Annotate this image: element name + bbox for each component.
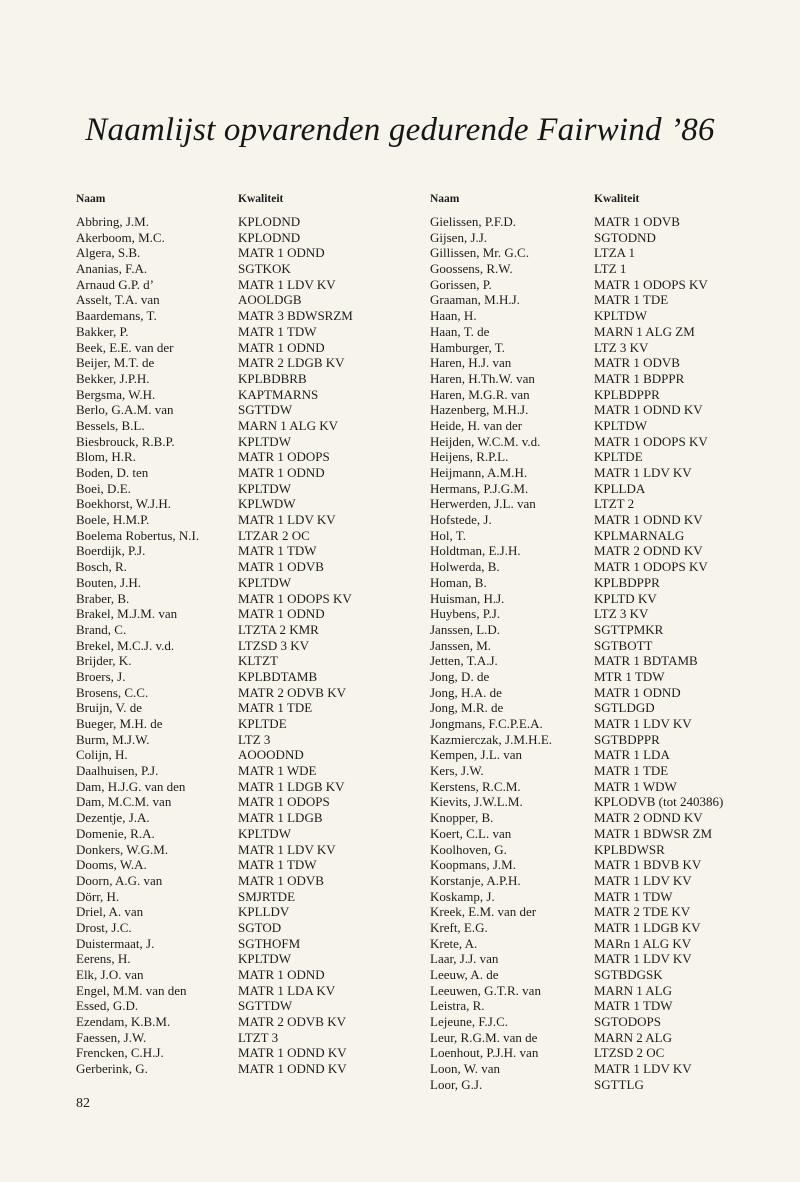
- page-title: Naamlijst opvarenden gedurende Fairwind ’86: [85, 112, 715, 148]
- qualification-entry: MATR 1 ODND KV: [238, 1061, 347, 1077]
- name-entry: Elk, J.O. van: [76, 967, 144, 982]
- name-entry: Gielissen, P.F.D.: [430, 214, 516, 229]
- qualification-entry: MARN 1 ALG KV: [238, 417, 339, 433]
- name-entry: Gillissen, Mr. G.C.: [430, 245, 529, 261]
- qualification-entry: MATR 1 ODOPS KV: [594, 559, 708, 575]
- name-entry: Hofstede, J.: [430, 512, 492, 528]
- name-entry: Gerberink, G.: [76, 1061, 148, 1077]
- name-entry: Arnaud G.P. d’: [76, 276, 154, 292]
- name-entry: Jongmans, F.C.P.E.A.: [430, 716, 543, 731]
- name-entry: Asselt, T.A. van: [76, 292, 160, 308]
- name-list: [430, 214, 552, 1093]
- name-entry: Blom, H.R.: [76, 449, 136, 465]
- name-entry: Holdtman, E.J.H.: [430, 543, 521, 559]
- name-entry: Bueger, M.H. de: [76, 716, 163, 731]
- name-entry: Beek, E.E. van der: [76, 339, 174, 355]
- name-entry: Jetten, T.A.J.: [430, 653, 498, 669]
- name-entry: Duistermaat, J.: [76, 935, 155, 951]
- qualification-entry: KPLTDW: [594, 417, 647, 433]
- name-entry: Heijden, W.C.M. v.d.: [430, 433, 541, 449]
- name-entry: Ezendam, K.B.M.: [76, 1014, 171, 1030]
- qualification-list: [594, 214, 723, 1093]
- qualification-entry: MATR 1 LDV KV: [238, 276, 336, 292]
- name-entry: Leeuwen, G.T.R. van: [430, 982, 541, 998]
- qualification-entry: SGTHOFM: [238, 935, 301, 951]
- qualification-entry: MATR 1 BDVB KV: [594, 857, 702, 873]
- naam-header: Naam: [76, 193, 106, 205]
- qualification-entry: MARN 2 ALG: [594, 1029, 673, 1045]
- name-entry: Dörr, H.: [76, 888, 120, 904]
- name-entry: Koert, C.L. van: [430, 825, 512, 841]
- name-entry: Kreft, E.G.: [430, 919, 488, 935]
- qualification-entry: LTZ 1: [594, 261, 627, 277]
- qualification-entry: MATR 1 LDA KV: [238, 982, 336, 998]
- name-entry: Eerens, H.: [76, 951, 131, 967]
- qualification-entry: MATR 1 ODOPS KV: [594, 433, 708, 449]
- qualification-entry: MATR 1 ODND: [238, 967, 325, 982]
- qualification-entry: MATR 1 ODOPS KV: [594, 276, 708, 292]
- name-entry: Herwerden, J.L. van: [430, 496, 536, 512]
- name-entry: Loon, W. van: [430, 1061, 501, 1077]
- qualification-entry: MATR 1 LDV KV: [594, 951, 692, 967]
- qualification-entry: SGTBDGSK: [594, 967, 663, 982]
- name-entry: Boelema Robertus, N.I.: [76, 527, 200, 543]
- name-entry: Loenhout, P.J.H. van: [430, 1045, 539, 1061]
- name-entry: Koolhoven, G.: [430, 841, 507, 857]
- name-entry: Daalhuisen, P.J.: [76, 763, 159, 779]
- qualification-entry: MATR 1 LDGB: [238, 810, 323, 826]
- name-entry: Gijsen, J.J.: [430, 229, 488, 245]
- qualification-entry: KAPTMARNS: [238, 386, 319, 402]
- qualification-entry: KPLBDPPR: [594, 574, 660, 590]
- name-entry: Bouten, J.H.: [76, 574, 141, 590]
- qualification-entry: MATR 1 LDGB KV: [238, 778, 345, 794]
- qualification-entry: MATR 1 ODOPS: [238, 449, 330, 465]
- name-entry: Boerdijk, P.J.: [76, 543, 146, 559]
- qualification-entry: MATR 1 ODOPS KV: [238, 590, 352, 606]
- name-entry: Hol, T.: [430, 527, 466, 543]
- qualification-entry: MATR 1 LDV KV: [238, 512, 336, 528]
- qualification-entry: SGTTDW: [238, 998, 293, 1014]
- qualification-entry: MATR 1 ODVB: [594, 214, 680, 229]
- qualification-entry: LTZ 3: [238, 731, 271, 747]
- qualification-entry: MATR 2 ODND KV: [594, 810, 703, 826]
- qualification-entry: MATR 1 ODND: [238, 465, 325, 480]
- name-entry: Drost, J.C.: [76, 919, 132, 935]
- name-entry: Gorissen, P.: [430, 276, 492, 292]
- page-number: 82: [76, 1096, 90, 1111]
- qualification-entry: MATR 2 ODND KV: [594, 543, 703, 559]
- name-entry: Leistra, R.: [430, 998, 485, 1014]
- qualification-entry: MATR 1 TDE: [238, 700, 313, 716]
- name-entry: Beijer, M.T. de: [76, 355, 155, 371]
- qualification-entry: LTZAR 2 OC: [238, 527, 310, 543]
- qualification-entry: AOOLDGB: [238, 292, 302, 308]
- qualification-entry: LTZ 3 KV: [594, 339, 649, 355]
- qualification-entry: KPLTD KV: [594, 590, 657, 606]
- qualification-entry: LTZ 3 KV: [594, 606, 649, 622]
- name-entry: Krete, A.: [430, 935, 478, 951]
- qualification-entry: MATR 2 ODVB KV: [238, 684, 346, 700]
- qualification-entry: MATR 1 ODVB: [238, 872, 324, 888]
- qualification-entry: MTR 1 TDW: [594, 668, 665, 684]
- qualification-entry: MATR 1 TDE: [594, 292, 669, 308]
- qualification-entry: MATR 1 ODND: [238, 245, 325, 261]
- name-entry: Hamburger, T.: [430, 339, 505, 355]
- name-entry: Dooms, W.A.: [76, 857, 147, 873]
- name-entry: Janssen, M.: [430, 637, 492, 653]
- left-names-column: [76, 192, 199, 1077]
- qualification-entry: SGTTLG: [594, 1076, 644, 1092]
- qualification-entry: MATR 1 ODND: [594, 684, 681, 700]
- qualification-entry: MATR 1 WDW: [594, 778, 677, 794]
- name-entry: Abbring, J.M.: [76, 214, 149, 229]
- name-entry: Heide, H. van der: [430, 417, 523, 433]
- qualification-entry: MARN 1 ALG ZM: [594, 323, 695, 339]
- name-entry: Baardemans, T.: [76, 308, 157, 324]
- qualification-entry: SGTODND: [594, 229, 656, 245]
- qualification-entry: MATR 1 BDTAMB: [594, 653, 698, 669]
- qualification-entry: MATR 1 ODND: [238, 339, 325, 355]
- qualification-entry: KPLTDW: [238, 825, 291, 841]
- name-entry: Kempen, J.L. van: [430, 747, 523, 763]
- name-entry: Laar, J.J. van: [430, 951, 499, 967]
- qualification-entry: KPLTDW: [238, 433, 291, 449]
- name-entry: Biesbrouck, R.B.P.: [76, 433, 175, 449]
- name-entry: Bruijn, V. de: [76, 700, 142, 716]
- name-entry: Doorn, A.G. van: [76, 872, 163, 888]
- qualification-entry: MATR 1 TDE: [594, 763, 669, 779]
- name-entry: Haan, H.: [430, 308, 477, 324]
- name-entry: Dam, H.J.G. van den: [76, 778, 186, 794]
- qualification-entry: SGTOD: [238, 919, 282, 935]
- name-entry: Dam, M.C.M. van: [76, 794, 172, 810]
- qualification-entry: MATR 2 ODVB KV: [238, 1014, 346, 1030]
- name-entry: Heijmann, A.M.H.: [430, 465, 528, 480]
- name-entry: Brand, C.: [76, 621, 127, 637]
- name-entry: Kazmierczak, J.M.H.E.: [430, 731, 553, 747]
- name-entry: Berlo, G.A.M. van: [76, 402, 174, 418]
- name-entry: Huybens, P.J.: [430, 606, 501, 622]
- name-entry: Leeuw, A. de: [430, 967, 499, 982]
- qualification-entry: MATR 1 ODND KV: [594, 512, 703, 528]
- qualification-entry: LTZSD 3 KV: [238, 637, 310, 653]
- qualification-entry: MATR 1 TDW: [594, 998, 673, 1014]
- name-entry: Goossens, R.W.: [430, 261, 513, 277]
- name-entry: Boden, D. ten: [76, 465, 149, 480]
- name-entry: Bergsma, W.H.: [76, 386, 156, 402]
- naam-header: Naam: [430, 193, 460, 205]
- qualification-entry: MATR 1 ODND KV: [594, 402, 703, 418]
- name-entry: Kerstens, R.C.M.: [430, 778, 521, 794]
- qualification-entry: MATR 1 LDV KV: [594, 1061, 692, 1077]
- qualification-entry: MATR 1 LDV KV: [594, 465, 692, 480]
- qualification-entry: KPLTDW: [238, 574, 291, 590]
- name-entry: Haren, H.J. van: [430, 355, 512, 371]
- name-entry: Kers, J.W.: [430, 763, 484, 779]
- name-entry: Driel, A. van: [76, 904, 144, 920]
- qualification-entry: KPLODND: [238, 229, 301, 245]
- qualification-entry: SGTODOPS: [594, 1014, 661, 1030]
- qualification-entry: KPLBDBRB: [238, 370, 307, 386]
- name-entry: Dezentje, J.A.: [76, 810, 150, 826]
- qualification-entry: MATR 1 ODND KV: [238, 1045, 347, 1061]
- name-entry: Boekhorst, W.J.H.: [76, 496, 171, 512]
- qualification-entry: KPLTDW: [594, 308, 647, 324]
- qualification-entry: LTZT 3: [238, 1029, 279, 1045]
- name-entry: Essed, G.D.: [76, 998, 139, 1014]
- name-entry: Loor, G.J.: [430, 1076, 483, 1092]
- qualification-entry: SGTTPMKR: [594, 621, 664, 637]
- qualification-entry: AOOODND: [238, 747, 304, 763]
- name-entry: Knopper, B.: [430, 810, 494, 826]
- name-entry: Heijens, R.P.L.: [430, 449, 509, 465]
- name-entry: Engel, M.M. van den: [76, 982, 187, 998]
- name-entry: Algera, S.B.: [76, 245, 141, 261]
- qualification-entry: KPLTDW: [238, 480, 291, 496]
- name-entry: Boei, D.E.: [76, 480, 131, 496]
- qualification-entry: SGTLDGD: [594, 700, 655, 716]
- name-entry: Bekker, J.P.H.: [76, 370, 150, 386]
- qualification-entry: LTZTA 2 KMR: [238, 621, 319, 637]
- name-entry: Korstanje, A.P.H.: [430, 872, 521, 888]
- qualification-entry: MATR 1 LDV KV: [594, 872, 692, 888]
- name-entry: Leur, R.G.M. van de: [430, 1029, 538, 1045]
- qualification-entry: MATR 1 LDV KV: [238, 841, 336, 857]
- qualification-entry: MATR 1 ODOPS: [238, 794, 330, 810]
- qualification-entry: KPLTDW: [238, 951, 291, 967]
- qualification-entry: MATR 1 LDGB KV: [594, 919, 701, 935]
- name-entry: Koskamp, J.: [430, 888, 495, 904]
- qualification-entry: MATR 3 BDWSRZM: [238, 308, 353, 324]
- name-entry: Braber, B.: [76, 590, 130, 606]
- name-entry: Lejeune, F.J.C.: [430, 1014, 509, 1030]
- qualification-entry: KPLBDWSR: [594, 841, 665, 857]
- name-entry: Boele, H.M.P.: [76, 512, 150, 528]
- qualification-entry: KPLTDE: [238, 716, 287, 731]
- qualification-entry: MATR 1 LDA: [594, 747, 670, 763]
- name-entry: Brosens, C.C.: [76, 684, 149, 700]
- qualification-entry: KPLODVB (tot 240386): [594, 794, 724, 810]
- name-entry: Holwerda, B.: [430, 559, 500, 575]
- name-list: [76, 214, 199, 1077]
- qualification-entry: MATR 1 BDPPR: [594, 370, 685, 386]
- qualification-entry: KPLLDA: [594, 480, 646, 496]
- right-names-column: [430, 192, 552, 1093]
- qualification-entry: SGTBDPPR: [594, 731, 660, 747]
- name-entry: Burm, M.J.W.: [76, 731, 150, 747]
- qualification-entry: MATR 1 WDE: [238, 763, 317, 779]
- qualification-entry: MATR 2 TDE KV: [594, 904, 691, 920]
- name-entry: Brekel, M.C.J. v.d.: [76, 637, 175, 653]
- qualification-entry: KPLTDE: [594, 449, 643, 465]
- qualification-entry: MATR 1 ODVB: [238, 559, 324, 575]
- name-entry: Bosch, R.: [76, 559, 127, 575]
- name-entry: Koopmans, J.M.: [430, 857, 516, 873]
- name-entry: Haan, T. de: [430, 323, 490, 339]
- name-entry: Faessen, J.W.: [76, 1029, 147, 1045]
- right-quals-column: [594, 192, 723, 1093]
- name-entry: Jong, D. de: [430, 668, 490, 684]
- qualification-entry: KPLWDW: [238, 496, 296, 512]
- qualification-entry: SGTBOTT: [594, 637, 653, 653]
- qualification-entry: LTZSD 2 OC: [594, 1045, 665, 1061]
- name-entry: Broers, J.: [76, 668, 126, 684]
- name-entry: Bakker, P.: [76, 323, 129, 339]
- name-entry: Frencken, C.H.J.: [76, 1045, 164, 1061]
- qualification-entry: MATR 2 LDGB KV: [238, 355, 345, 371]
- left-quals-column: [238, 192, 353, 1077]
- qualification-entry: MARn 1 ALG KV: [594, 935, 692, 951]
- name-entry: Domenie, R.A.: [76, 825, 155, 841]
- qualification-entry: KPLODND: [238, 214, 301, 229]
- qualification-entry: MATR 1 TDW: [594, 888, 673, 904]
- qualification-entry: SGTTDW: [238, 402, 293, 418]
- name-entry: Jong, H.A. de: [430, 684, 502, 700]
- name-entry: Brijder, K.: [76, 653, 132, 669]
- name-entry: Haren, M.G.R. van: [430, 386, 530, 402]
- qualification-entry: MATR 1 TDW: [238, 543, 317, 559]
- name-entry: Haren, H.Th.W. van: [430, 370, 535, 386]
- name-entry: Kreek, E.M. van der: [430, 904, 537, 920]
- qualification-entry: LTZA 1: [594, 245, 636, 261]
- qualification-entry: MATR 1 LDV KV: [594, 716, 692, 731]
- qualification-entry: KPLBDPPR: [594, 386, 660, 402]
- qualification-entry: KPLMARNALG: [594, 527, 685, 543]
- qualification-entry: MATR 1 ODND: [238, 606, 325, 622]
- name-entry: Janssen, L.D.: [430, 621, 501, 637]
- name-entry: Akerboom, M.C.: [76, 229, 165, 245]
- qualification-entry: KLTZT: [238, 653, 278, 669]
- name-entry: Jong, M.R. de: [430, 700, 504, 716]
- qualification-entry: SGTKOK: [238, 261, 291, 277]
- name-entry: Homan, B.: [430, 574, 487, 590]
- name-entry: Brakel, M.J.M. van: [76, 606, 178, 622]
- kwaliteit-header: Kwaliteit: [594, 193, 640, 205]
- qualification-entry: MATR 1 TDW: [238, 857, 317, 873]
- name-entry: Kievits, J.W.L.M.: [430, 794, 523, 810]
- name-entry: Hermans, P.J.G.M.: [430, 480, 529, 496]
- qualification-list: [238, 214, 353, 1077]
- name-entry: Donkers, W.G.M.: [76, 841, 169, 857]
- name-entry: Bessels, B.L.: [76, 417, 145, 433]
- qualification-entry: MATR 1 ODVB: [594, 355, 680, 371]
- name-entry: Ananias, F.A.: [76, 261, 148, 277]
- qualification-entry: SMJRTDE: [238, 888, 296, 904]
- qualification-entry: MARN 1 ALG: [594, 982, 673, 998]
- name-entry: Graaman, M.H.J.: [430, 292, 520, 308]
- name-entry: Colijn, H.: [76, 747, 128, 763]
- qualification-entry: MATR 1 TDW: [238, 323, 317, 339]
- qualification-entry: KPLBDTAMB: [238, 668, 318, 684]
- qualification-entry: MATR 1 BDWSR ZM: [594, 825, 713, 841]
- kwaliteit-header: Kwaliteit: [238, 193, 284, 205]
- name-entry: Huisman, H.J.: [430, 590, 505, 606]
- qualification-entry: LTZT 2: [594, 496, 635, 512]
- qualification-entry: KPLLDV: [238, 904, 290, 920]
- name-entry: Hazenberg, M.H.J.: [430, 402, 529, 418]
